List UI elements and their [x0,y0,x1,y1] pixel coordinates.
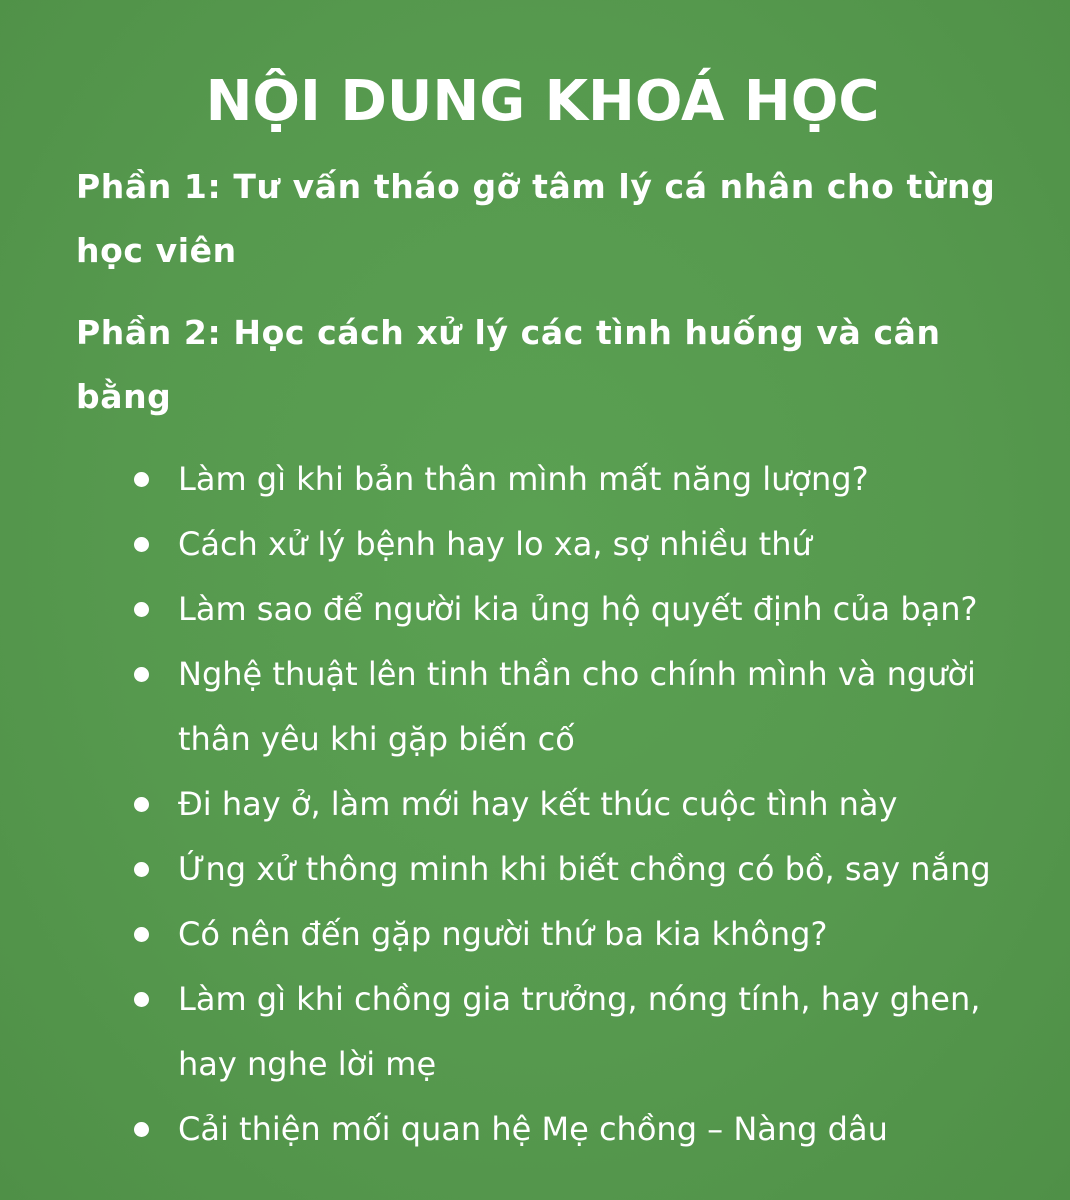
bullet-dot-icon [134,602,149,617]
bullet-dot-icon [134,1122,149,1137]
list-item [0,967,1070,1097]
bullet-dot-icon [134,472,149,487]
list-item [0,642,1070,772]
page-title: NỘI DUNG KHOÁ HỌC [205,68,880,134]
list-item [0,837,1070,902]
list-item-text: Ứng xử thông minh khi biết chồng có bồ, say nắng [178,850,991,888]
list-item-text: Đi hay ở, làm mới hay kết thúc cuộc tình này [178,785,898,823]
list-item-text: Nghệ thuật lên tinh thần cho chính mình và người thân yêu khi gặp biến cố [178,655,976,758]
bullet-dot-icon [134,927,149,942]
list-item-text: Có nên đến gặp người thứ ba kia không? [178,915,828,953]
bullet-list [0,447,1070,1162]
list-item-text: Làm gì khi chồng gia trưởng, nóng tính, hay ghen, hay nghe lời mẹ [178,980,981,1083]
list-item [0,577,1070,642]
bullet-dot-icon [134,992,149,1007]
list-item [0,1097,1070,1162]
list-item [0,902,1070,967]
bullet-dot-icon [134,537,149,552]
list-item-text: Làm gì khi bản thân mình mất năng lượng? [178,460,869,498]
bullet-dot-icon [134,862,149,877]
list-item-text: Cách xử lý bệnh hay lo xa, sợ nhiều thứ [178,525,812,563]
list-item-text: Cải thiện mối quan hệ Mẹ chồng – Nàng dâu [178,1110,888,1148]
list-item-text: Làm sao để người kia ủng hộ quyết định của bạn? [178,590,978,628]
bullet-dot-icon [134,797,149,812]
section-heading-1: Phần 1: Tư vấn tháo gỡ tâm lý cá nhân cho từng học viên [76,167,996,270]
list-item [0,512,1070,577]
list-item [0,447,1070,512]
bullet-dot-icon [134,667,149,682]
list-item [0,772,1070,837]
section-heading-2: Phần 2: Học cách xử lý các tình huống và cân bằng [76,313,941,416]
